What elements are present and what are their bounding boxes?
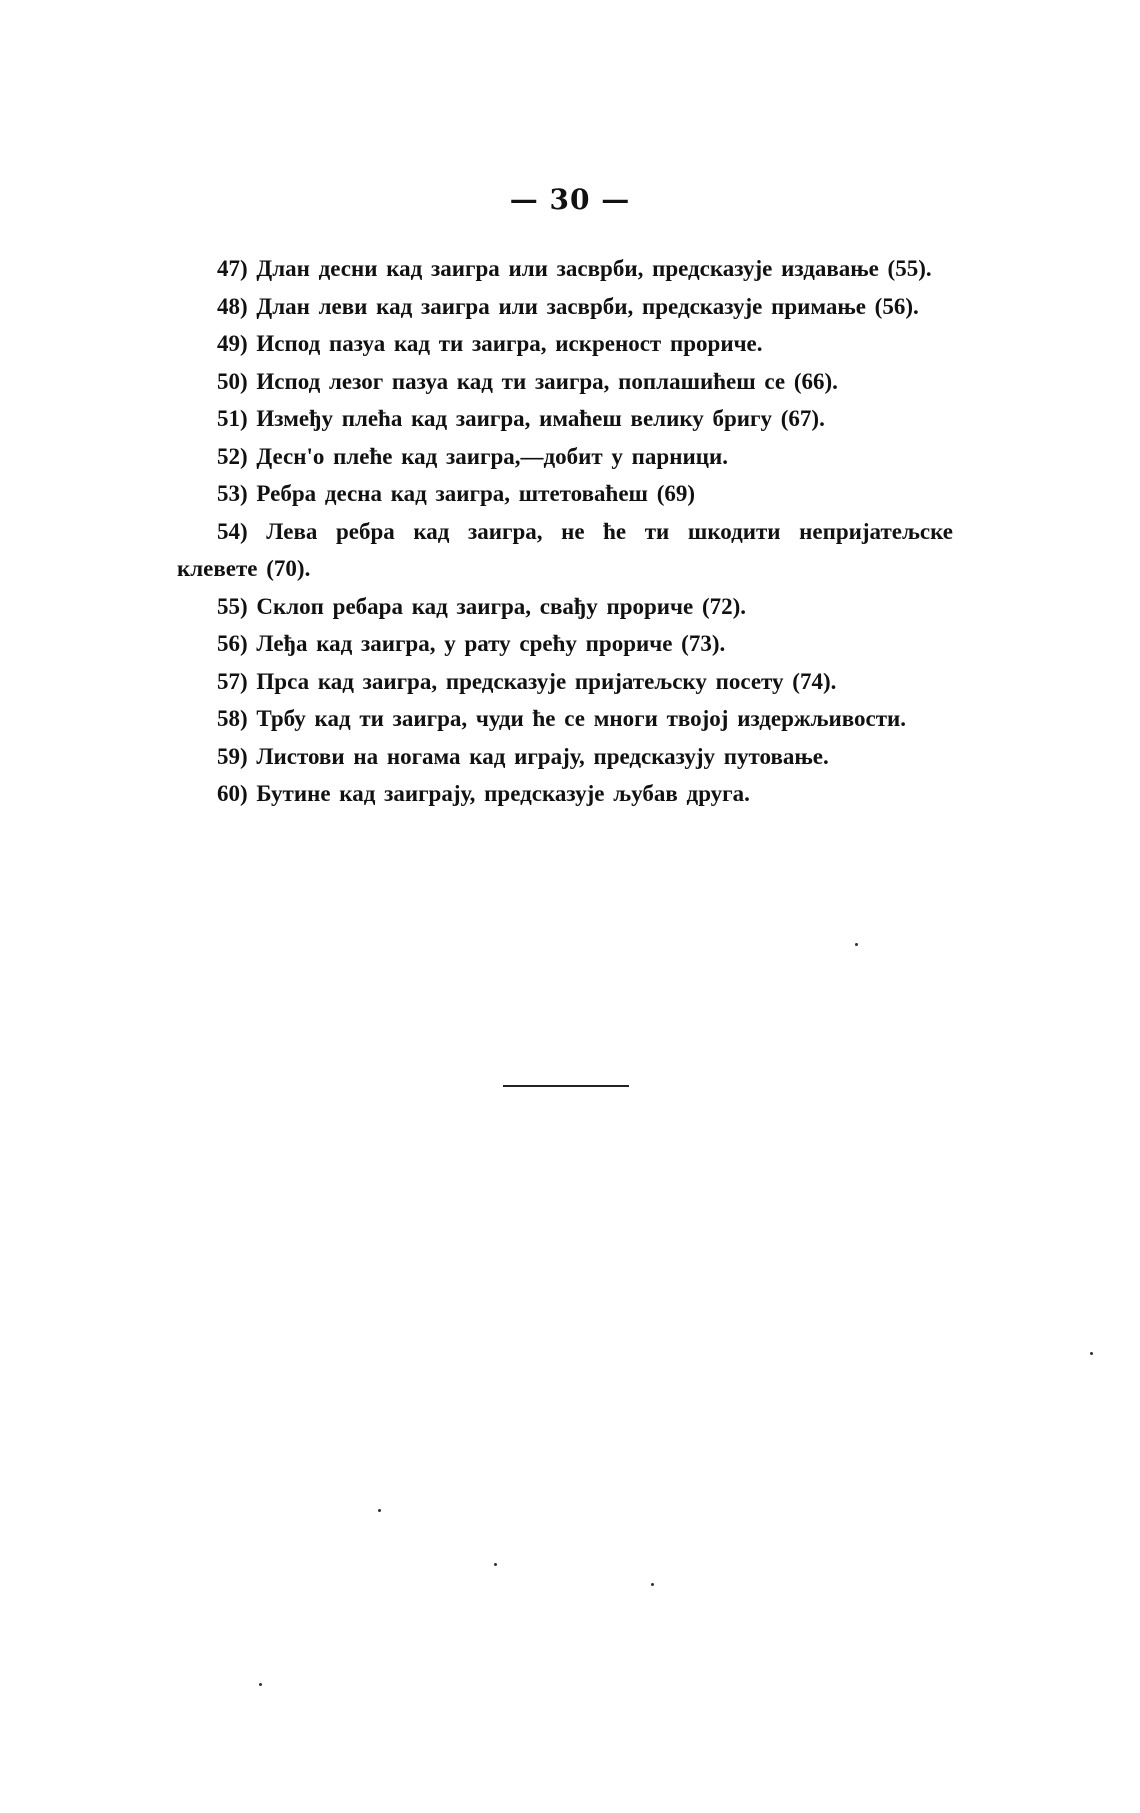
entry-list bbox=[177, 250, 953, 813]
page-number: — 30 — bbox=[509, 183, 631, 216]
list-item: 59) Листови на ногама кад играју, предсказују путовање. bbox=[217, 743, 829, 769]
scan-speck bbox=[651, 1583, 654, 1586]
list-item: 56) Леђа кад заигра, у рату срећу прориче (73). bbox=[217, 631, 726, 656]
scan-speck bbox=[378, 1509, 381, 1512]
list-item: 54) Лева ребра кад заигра, не ће ти шкодити непријатељске клевете (70). bbox=[177, 518, 953, 581]
list-item: 55) Склоп ребара кад заигра, свађу прориче (72). bbox=[217, 593, 747, 619]
list-item: 50) Испод лезог пазуа кад ти заигра, поплашићеш се (66). bbox=[217, 368, 838, 394]
list-item: 53) Ребра десна кад заигра, штетоваћеш (69) bbox=[217, 481, 696, 506]
scan-speck bbox=[855, 943, 858, 946]
list-item: 49) Испод пазуа кад ти заигра, искреност прориче. bbox=[217, 331, 763, 356]
list-item: 51) Између плећа кад заигра, имаћеш велику бригу (67). bbox=[217, 406, 825, 431]
scan-speck bbox=[259, 1683, 262, 1686]
list-item: 48) Длан леви кад заигра или засврби, предсказује примање (56). bbox=[217, 293, 919, 319]
section-divider bbox=[503, 1085, 629, 1087]
list-item: 47) Длан десни кад заигра или засврби, предсказује издавање (55). bbox=[217, 256, 932, 281]
scan-speck bbox=[1090, 1352, 1093, 1355]
list-item: 57) Прса кад заигра, предсказује пријатељску посету (74). bbox=[217, 668, 837, 694]
list-item: 60) Бутине кад заиграју, предсказује љубав друга. bbox=[217, 781, 750, 806]
list-item: 58) Трбу кад ти заигра, чуди ће се многи твојој издержљивости. bbox=[217, 706, 907, 731]
list-item: 52) Десн'о плеће кад заигра,—добит у парници. bbox=[217, 443, 728, 469]
scan-speck bbox=[494, 1563, 497, 1566]
